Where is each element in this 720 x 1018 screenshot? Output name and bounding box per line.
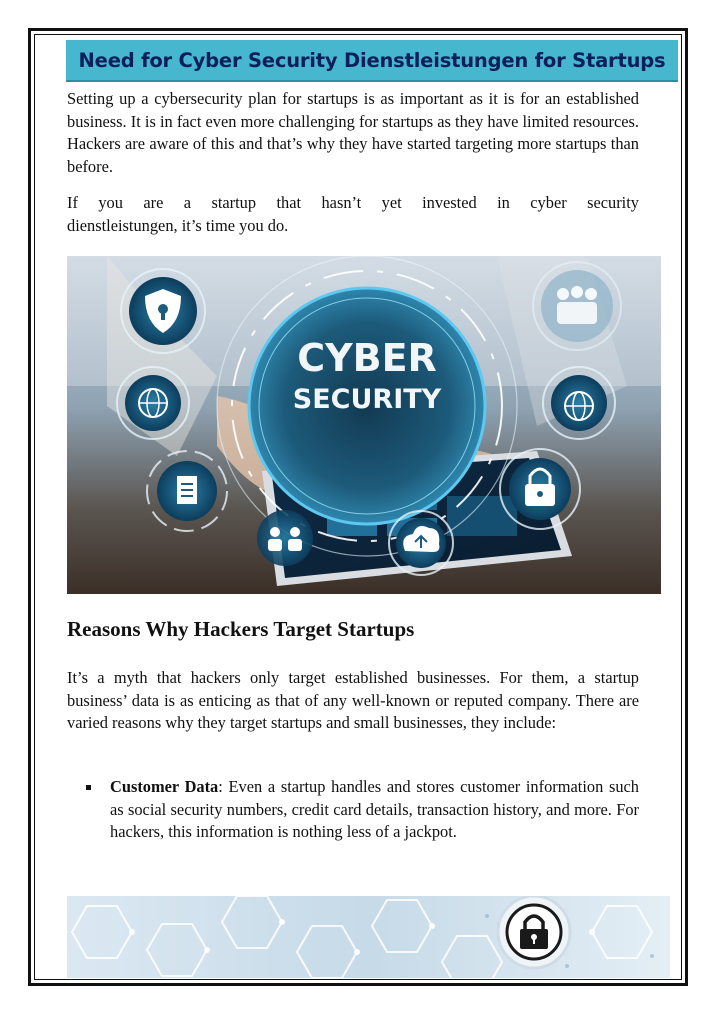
bullet-marker — [86, 785, 91, 790]
section-heading: Reasons Why Hackers Target Startups — [67, 617, 415, 641]
bullet-term: Customer Data — [110, 777, 219, 796]
users-icon — [533, 262, 621, 350]
shield-lock-icon — [121, 269, 205, 353]
page-title: Need for Cyber Security Dienstleistungen for Startups — [78, 48, 666, 72]
intro-paragraph: Setting up a cybersecurity plan for startups is as important as it is for an established business. It is in fact even more challenging for startups as they have limited resources. Hackers are aware of this and that’s why they have started targeting more startups than before. — [67, 89, 639, 176]
cta-paragraph-line1: If you are a startup that hasn’t yet invested in cyber security — [67, 193, 639, 212]
globe-icon — [117, 367, 189, 439]
hero-text-security: SECURITY — [292, 384, 442, 415]
list-item — [67, 776, 639, 844]
reasons-list — [67, 776, 639, 844]
title-banner — [66, 40, 678, 82]
padlock-icon — [500, 449, 580, 529]
footer-image — [67, 896, 670, 978]
cta-paragraph-line2: dienstleistungen, it’s time you do. — [67, 215, 289, 235]
cta-paragraph — [67, 192, 639, 237]
padlock-icon — [498, 896, 570, 968]
hero-image — [67, 256, 661, 594]
hero-text-cyber: CYBER — [297, 336, 437, 380]
globe-icon — [543, 367, 615, 439]
bullet-separator: : — [218, 777, 223, 796]
users-group-icon — [257, 510, 313, 566]
bullet-text: Even a startup handles and stores customer information such as social security numbers, credit card details, transaction history, and more. For hackers, this information is nothing less of a jackpot. — [110, 777, 639, 842]
section-paragraph: It’s a myth that hackers only target established businesses. For them, a startup business’ data is as enticing as that of any well-known or reputed company. There are varied reasons why they target startups and small businesses, they include: — [67, 668, 639, 733]
cloud-upload-icon — [389, 511, 453, 575]
